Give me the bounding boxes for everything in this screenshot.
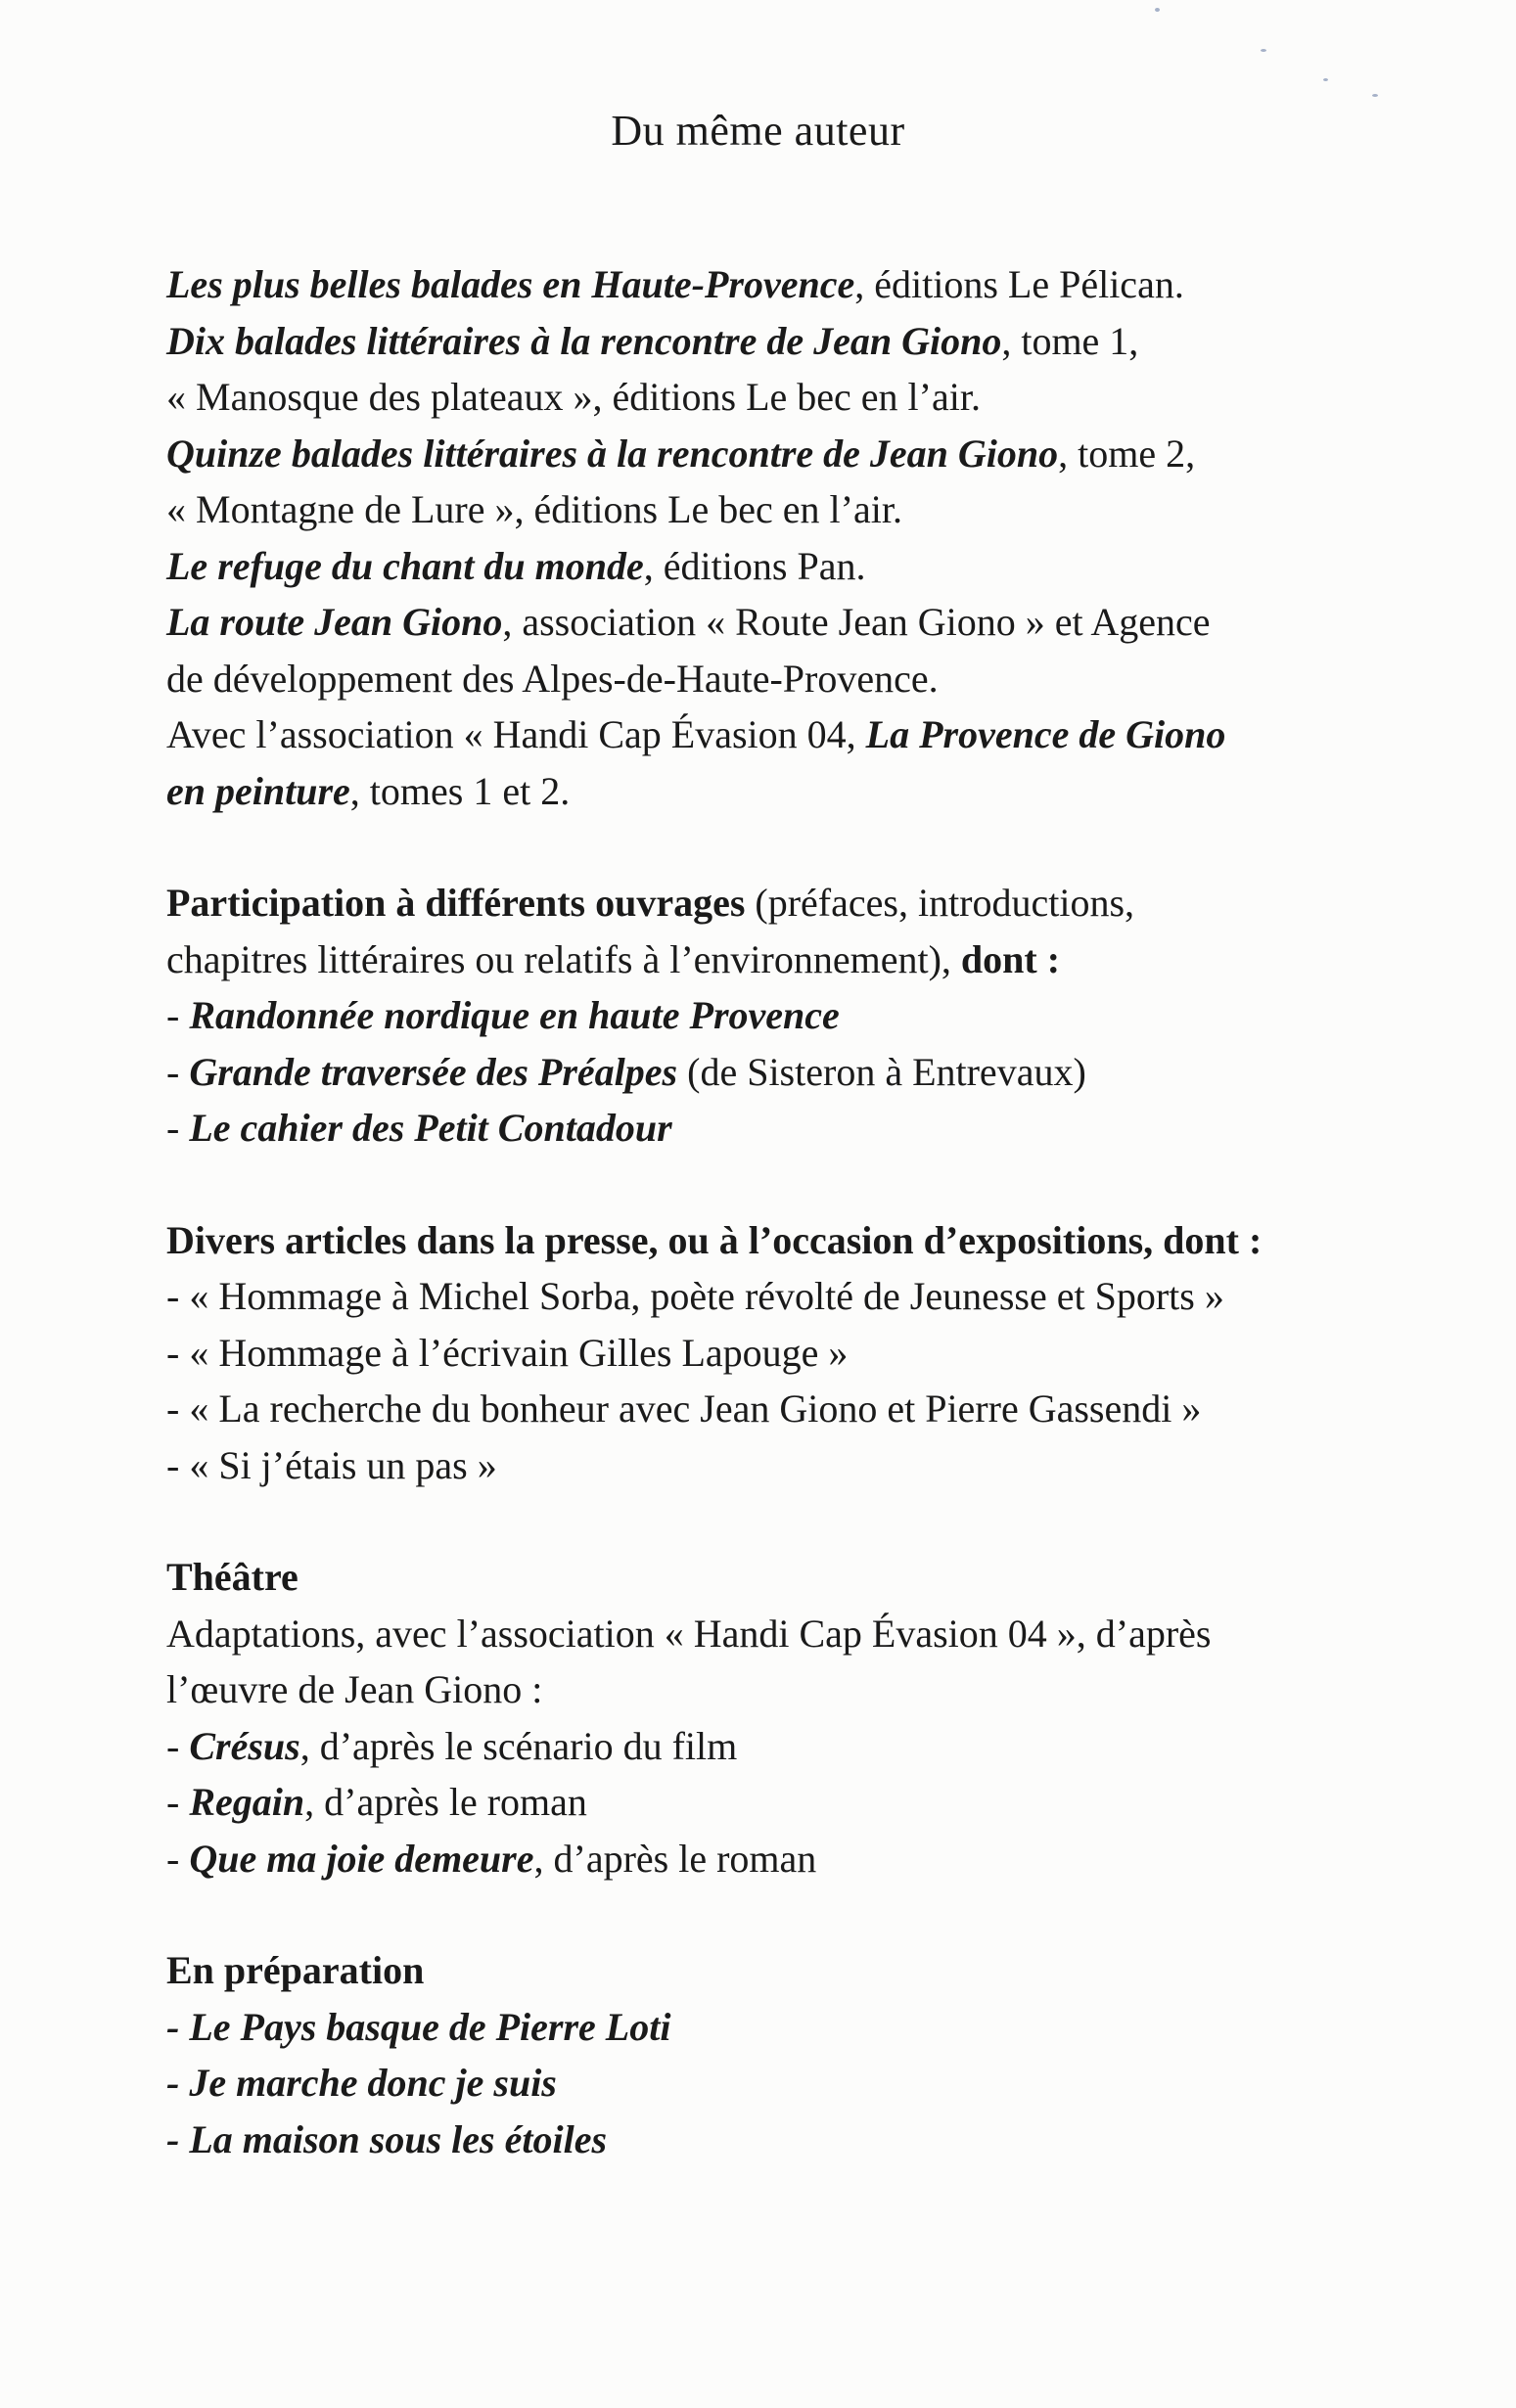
list-item: [166, 1774, 1370, 1831]
participation-section: [166, 875, 1370, 1157]
bibliography: [166, 256, 1370, 2167]
book-title: Le refuge du chant du monde: [166, 543, 644, 588]
list-item: - « Hommage à Michel Sorba, poète révolté de Jeunesse et Sports »: [166, 1274, 1224, 1318]
list-dash: -: [166, 1780, 190, 1824]
book-title: Dix balades littéraires à la rencontre de Jean Giono: [166, 318, 1002, 363]
play-note: , d’après le roman: [304, 1780, 587, 1824]
list-item: [166, 987, 1370, 1044]
book-publisher: , association « Route Jean Giono » et Agence: [502, 600, 1211, 644]
list-item: [166, 1044, 1370, 1101]
books-section: [166, 256, 1370, 819]
list-item: [166, 1718, 1370, 1775]
book-title: La Provence de Giono: [865, 712, 1226, 756]
play-note: , d’après le roman: [533, 1836, 817, 1881]
work-title: Randonnée nordique en haute Provence: [189, 993, 840, 1037]
book-publisher: , éditions Pan.: [643, 543, 866, 588]
book-entry: [166, 706, 1370, 763]
scan-speck: [1372, 94, 1378, 97]
book-entry-continued: « Montagne de Lure », éditions Le bec en l’air.: [166, 487, 902, 531]
section-heading: [166, 875, 1370, 931]
page-title: Du même auteur: [611, 107, 905, 155]
book-entry-continued: [166, 763, 1370, 820]
upcoming-title: Le Pays basque de Pierre Loti: [189, 2004, 671, 2049]
work-title: Grande traversée des Préalpes: [189, 1049, 678, 1094]
play-note: , d’après le scénario du film: [299, 1723, 738, 1768]
participation-heading-rest: (préfaces, introductions,: [745, 881, 1135, 925]
list-item: - « Hommage à l’écrivain Gilles Lapouge »: [166, 1330, 849, 1375]
list-item: - « Si j’étais un pas »: [166, 1442, 497, 1487]
list-item: [166, 2055, 1370, 2112]
section-gap: [166, 819, 1370, 875]
list-item: - « La recherche du bonheur avec Jean Giono et Pierre Gassendi »: [166, 1386, 1202, 1431]
participation-text: chapitres littéraires ou relatifs à l’environnement),: [166, 936, 961, 981]
list-item: [166, 1831, 1370, 1887]
list-dash: -: [166, 993, 190, 1037]
list-item: [166, 1100, 1370, 1157]
list-dash: -: [166, 2004, 190, 2049]
play-title: Regain: [189, 1780, 305, 1824]
section-gap: [166, 1493, 1370, 1549]
book-publisher: , tome 2,: [1058, 431, 1196, 476]
book-entry: [166, 426, 1370, 482]
section-heading: Divers articles dans la presse, ou à l’occasion d’expositions, dont :: [166, 1217, 1263, 1262]
book-title: Les plus belles balades en Haute-Provence: [166, 262, 855, 306]
list-dash: -: [166, 2116, 190, 2161]
list-dash: -: [166, 1723, 190, 1768]
book-publisher: , tome 1,: [1001, 318, 1139, 363]
participation-heading: Participation à différents ouvrages: [166, 881, 746, 925]
list-item: [166, 1999, 1370, 2056]
participation-line: [166, 931, 1370, 988]
articles-section: [166, 1212, 1370, 1494]
scan-speck: [1155, 8, 1160, 12]
section-gap: [166, 1886, 1370, 1942]
list-dash: -: [166, 1106, 190, 1150]
list-item: [166, 2112, 1370, 2168]
play-title: Que ma joie demeure: [189, 1836, 534, 1881]
book-prefix: Avec l’association « Handi Cap Évasion 04,: [166, 712, 866, 756]
book-entry: [166, 256, 1370, 313]
theatre-intro: l’œuvre de Jean Giono :: [166, 1667, 543, 1711]
upcoming-title: Je marche donc je suis: [189, 2061, 557, 2105]
book-entry: [166, 538, 1370, 595]
list-dash: -: [166, 2061, 190, 2105]
book-entry-continued: de développement des Alpes-de-Haute-Provence.: [166, 656, 939, 701]
scan-speck: [1261, 49, 1266, 52]
list-dash: -: [166, 1836, 190, 1881]
book-entry: [166, 313, 1370, 370]
section-gap: [166, 1157, 1370, 1212]
book-title: en peinture: [166, 768, 350, 813]
theatre-intro: Adaptations, avec l’association « Handi Cap Évasion 04 », d’après: [166, 1611, 1212, 1656]
theatre-section: [166, 1549, 1370, 1886]
work-note: (de Sisteron à Entrevaux): [677, 1049, 1086, 1094]
upcoming-title: La maison sous les étoiles: [189, 2116, 608, 2161]
book-title: La route Jean Giono: [166, 600, 503, 644]
scan-speck: [1323, 78, 1328, 81]
list-dash: -: [166, 1049, 190, 1094]
preparation-section: [166, 1942, 1370, 2167]
book-publisher: , tomes 1 et 2.: [349, 768, 571, 813]
work-title: Le cahier des Petit Contadour: [189, 1106, 672, 1150]
play-title: Crésus: [189, 1723, 300, 1768]
book-publisher: , éditions Le Pélican.: [854, 262, 1184, 306]
book-title: Quinze balades littéraires à la rencontre de Jean Giono: [166, 431, 1059, 476]
participation-dont: dont :: [960, 936, 1061, 981]
section-heading: Théâtre: [166, 1555, 299, 1599]
book-entry: [166, 594, 1370, 651]
section-heading: En préparation: [166, 1948, 425, 1992]
book-entry-continued: « Manosque des plateaux », éditions Le bec en l’air.: [166, 375, 981, 419]
